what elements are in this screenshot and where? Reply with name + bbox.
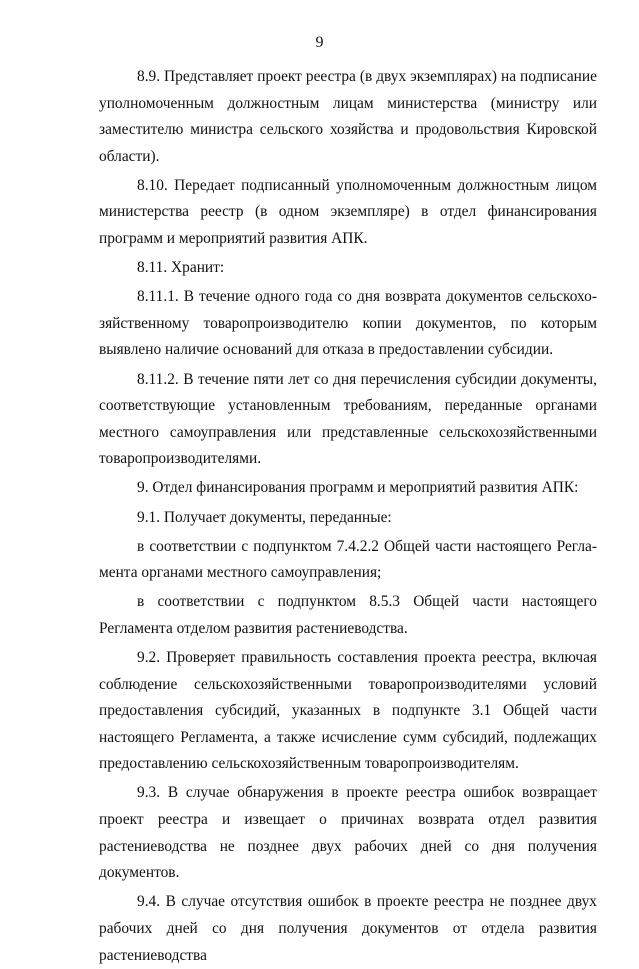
page-number: 9 xyxy=(315,34,324,51)
paragraph-9-4: 9.4. В случае отсутствия ошибок в проекте реестра не позднее двух рабочих дней со дня получения документов от отдела развития растениеводства xyxy=(99,893,597,964)
paragraph-9-1: 9.1. Получает документы, переданные: xyxy=(137,508,392,526)
paragraph-8-11-1: 8.11.1. В течение одного года со дня возврата документов сельскохозяйственному товаропроизводителю копии документов, по которым выявлено наличие оснований для отказа в предоставлении субсидии. xyxy=(99,288,597,359)
paragraph-9-1-b: в соответствии с подпунктом 8.5.3 Общей части настоящего Регламента отделом развития растениеводства. xyxy=(99,593,597,637)
paragraph-9-2: 9.2. Проверяет правильность составления проекта реестра, включая соблюдение сельскохозяйственными товаропроизводителями условий предоставления субсидий, указанных в подпункте 3.1 Общей части настоящего Регламента, а также исчисление сумм субсидий, подлежащих предоставлению сельскохозяйственным товаропроизводителям. xyxy=(99,648,597,773)
paragraph-8-10: 8.10. Передает подписанный уполномоченным должностным лицом министерства реестр (в одном экземпляре) в отдел финансирования программ и мероприятий развития АПК. xyxy=(99,176,597,248)
paragraph-8-11: 8.11. Хранит: xyxy=(137,259,225,277)
paragraph-8-9: 8.9. Представляет проект реестра (в двух экземплярах) на подписание уполномоченным должностным лицам министерства (министру или заместителю министра сельского хозяйства и продовольствия Кировской области). xyxy=(99,68,597,165)
paragraph-8-11-2: 8.11.2. В течение пяти лет со дня перечисления субсидии документы, соответствующие установленным требованиям, переданные органами местного самоуправления или представленные сельскохозяйственными товаропроизводителями. xyxy=(99,370,597,468)
paragraph-9: 9. Отдел финансирования программ и мероприятий развития АПК: xyxy=(137,479,579,497)
document-body xyxy=(99,64,597,969)
paragraph-9-1-a: в соответствии с подпунктом 7.4.2.2 Общей части настоящего Регламента органами местного самоуправления; xyxy=(99,537,597,582)
paragraph-9-3: 9.3. В случае обнаружения в проекте реестра ошибок возвращает проект реестра и извещает о причинах возврата отдел развития растениеводства не позднее двух рабочих дней со дня получения документов. xyxy=(99,784,597,882)
